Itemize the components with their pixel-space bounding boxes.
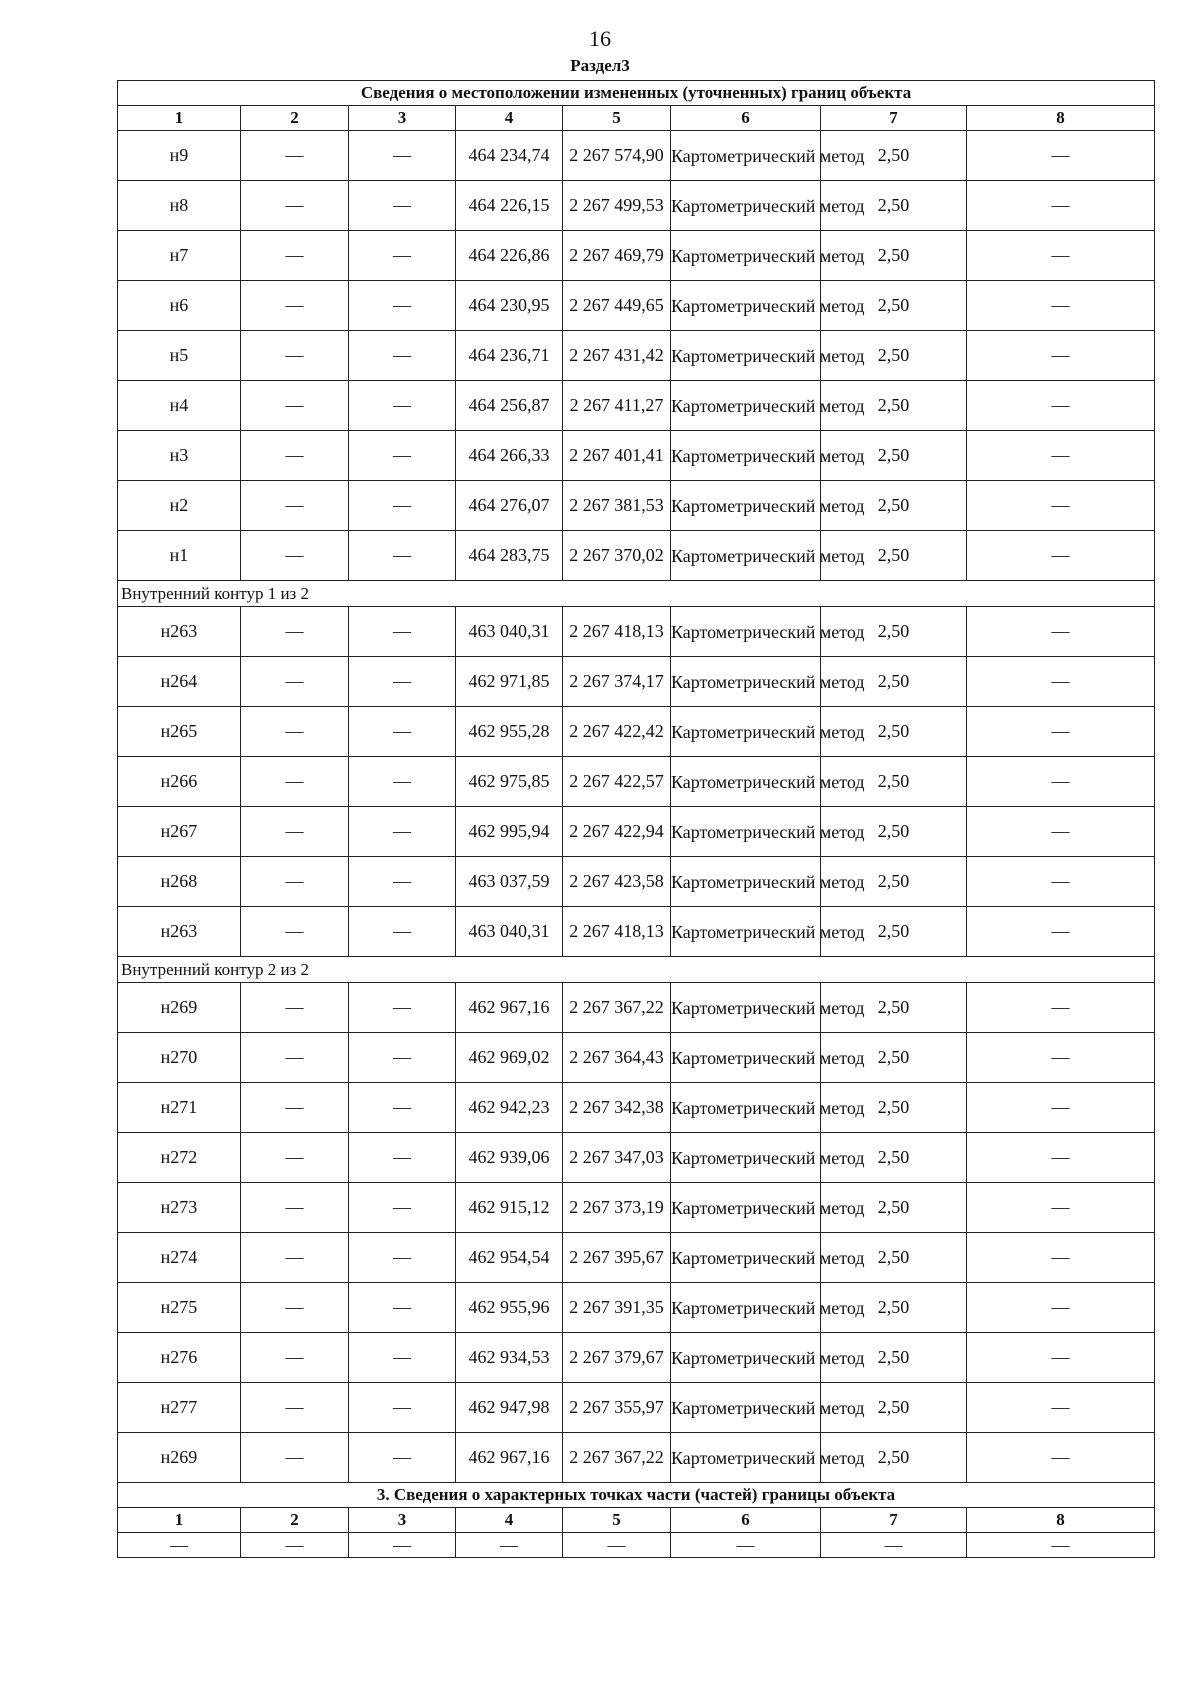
point-name: н275 [118,1283,241,1333]
coord-x: 463 037,59 [456,857,563,907]
accuracy-cell: 2,50 [821,607,967,657]
method-cell: Картометрический метод [671,757,821,807]
coord-x: 462 995,94 [456,807,563,857]
coord-y: 2 267 391,35 [563,1283,671,1333]
column-header: 6 [671,1508,821,1533]
table-row [118,1233,1155,1283]
coord-y: 2 267 574,90 [563,131,671,181]
point-name: н276 [118,1333,241,1383]
table-row [118,757,1155,807]
table-row [118,1383,1155,1433]
accuracy-cell: 2,50 [821,431,967,481]
table-row [118,431,1155,481]
table-row [118,231,1155,281]
method-cell: Картометрический метод [671,607,821,657]
coord-x: 464 226,86 [456,231,563,281]
cell-col3: — [349,657,456,707]
cell-col2: — [241,231,349,281]
cell-col2: — [241,807,349,857]
accuracy-cell: 2,50 [821,481,967,531]
method-cell: Картометрический метод [671,707,821,757]
coord-y: 2 267 422,94 [563,807,671,857]
point-name: н269 [118,1433,241,1483]
accuracy-cell: 2,50 [821,983,967,1033]
cell-col3: — [349,1233,456,1283]
cell-col2: — [241,657,349,707]
point-name: н4 [118,381,241,431]
cell-col2: — [241,907,349,957]
cell-col2: — [241,481,349,531]
cell-col2: — [241,857,349,907]
coord-y: 2 267 411,27 [563,381,671,431]
empty-cell: — [967,1533,1155,1558]
part-section-title-row [118,1483,1155,1508]
point-name: н268 [118,857,241,907]
method-cell: Картометрический метод [671,1183,821,1233]
empty-cell: — [821,1533,967,1558]
table-row [118,381,1155,431]
cell-col3: — [349,707,456,757]
cell-col2: — [241,531,349,581]
coord-y: 2 267 431,42 [563,331,671,381]
cell-col2: — [241,1383,349,1433]
table-title-row [118,81,1155,106]
cell-col3: — [349,1083,456,1133]
cell-col3: — [349,131,456,181]
cell-col8: — [967,481,1155,531]
coord-x: 463 040,31 [456,607,563,657]
table-row [118,531,1155,581]
point-name: н8 [118,181,241,231]
table-row [118,1283,1155,1333]
coord-x: 462 939,06 [456,1133,563,1183]
accuracy-cell: 2,50 [821,281,967,331]
coord-y: 2 267 370,02 [563,531,671,581]
point-name: н267 [118,807,241,857]
empty-cell: — [118,1533,241,1558]
cell-col3: — [349,181,456,231]
cell-col8: — [967,331,1155,381]
coord-y: 2 267 374,17 [563,657,671,707]
cell-col8: — [967,707,1155,757]
cell-col8: — [967,131,1155,181]
coord-y: 2 267 422,42 [563,707,671,757]
cell-col3: — [349,907,456,957]
cell-col8: — [967,983,1155,1033]
contour-header: Внутренний контур 1 из 2 [118,581,1155,607]
cell-col8: — [967,1283,1155,1333]
accuracy-cell: 2,50 [821,231,967,281]
cell-col3: — [349,983,456,1033]
cell-col2: — [241,1083,349,1133]
method-cell: Картометрический метод [671,1033,821,1083]
cell-col8: — [967,181,1155,231]
method-cell: Картометрический метод [671,1083,821,1133]
cell-col2: — [241,1433,349,1483]
empty-cell: — [671,1533,821,1558]
cell-col2: — [241,1133,349,1183]
cell-col8: — [967,607,1155,657]
method-cell: Картометрический метод [671,181,821,231]
cell-col8: — [967,1133,1155,1183]
cell-col2: — [241,281,349,331]
cell-col3: — [349,431,456,481]
coord-x: 462 969,02 [456,1033,563,1083]
accuracy-cell: 2,50 [821,331,967,381]
cell-col3: — [349,531,456,581]
cell-col2: — [241,131,349,181]
coord-x: 462 942,23 [456,1083,563,1133]
cell-col8: — [967,381,1155,431]
coord-y: 2 267 422,57 [563,757,671,807]
point-name: н263 [118,607,241,657]
coord-x: 464 230,95 [456,281,563,331]
method-cell: Картометрический метод [671,983,821,1033]
column-header: 3 [349,106,456,131]
coord-x: 462 971,85 [456,657,563,707]
coord-x: 464 283,75 [456,531,563,581]
column-header: 2 [241,1508,349,1533]
method-cell: Картометрический метод [671,481,821,531]
coord-y: 2 267 342,38 [563,1083,671,1133]
point-name: н5 [118,331,241,381]
coord-y: 2 267 401,41 [563,431,671,481]
point-name: н265 [118,707,241,757]
table-row [118,331,1155,381]
column-header: 5 [563,1508,671,1533]
point-name: н263 [118,907,241,957]
page-number: 16 [589,26,611,51]
accuracy-cell: 2,50 [821,381,967,431]
point-name: н266 [118,757,241,807]
point-name: н3 [118,431,241,481]
coord-x: 462 954,54 [456,1233,563,1283]
coord-y: 2 267 381,53 [563,481,671,531]
cell-col2: — [241,331,349,381]
coord-x: 462 947,98 [456,1383,563,1433]
cell-col3: — [349,757,456,807]
point-name: н270 [118,1033,241,1083]
point-name: н264 [118,657,241,707]
cell-col3: — [349,1283,456,1333]
cell-col8: — [967,1233,1155,1283]
coord-y: 2 267 379,67 [563,1333,671,1383]
cell-col2: — [241,181,349,231]
table-row [118,1083,1155,1133]
coord-y: 2 267 423,58 [563,857,671,907]
coord-y: 2 267 364,43 [563,1033,671,1083]
cell-col8: — [967,1183,1155,1233]
method-cell: Картометрический метод [671,657,821,707]
coord-y: 2 267 355,97 [563,1383,671,1433]
column-header: 7 [821,1508,967,1533]
point-name: н274 [118,1233,241,1283]
table-row [118,181,1155,231]
coord-x: 464 234,74 [456,131,563,181]
cell-col8: — [967,431,1155,481]
column-header: 5 [563,106,671,131]
accuracy-cell: 2,50 [821,531,967,581]
accuracy-cell: 2,50 [821,757,967,807]
cell-col2: — [241,1183,349,1233]
cell-col2: — [241,431,349,481]
cell-col8: — [967,907,1155,957]
coord-x: 462 955,96 [456,1283,563,1333]
cell-col3: — [349,331,456,381]
table-row [118,1033,1155,1083]
table-row [118,607,1155,657]
cell-col3: — [349,1333,456,1383]
coord-x: 464 256,87 [456,381,563,431]
coord-x: 462 967,16 [456,1433,563,1483]
table-row [118,707,1155,757]
point-name: н269 [118,983,241,1033]
part-section-title: 3. Сведения о характерных точках части (частей) границы объекта [118,1483,1155,1508]
accuracy-cell: 2,50 [821,1383,967,1433]
point-name: н6 [118,281,241,331]
contour-header: Внутренний контур 2 из 2 [118,957,1155,983]
method-cell: Картометрический метод [671,381,821,431]
cell-col8: — [967,231,1155,281]
contour-header-row [118,957,1155,983]
cell-col3: — [349,857,456,907]
table-title: Сведения о местоположении измененных (уточненных) границ объекта [118,81,1155,106]
method-cell: Картометрический метод [671,281,821,331]
method-cell: Картометрический метод [671,1133,821,1183]
method-cell: Картометрический метод [671,331,821,381]
method-cell: Картометрический метод [671,1283,821,1333]
coord-y: 2 267 449,65 [563,281,671,331]
accuracy-cell: 2,50 [821,131,967,181]
column-header: 7 [821,106,967,131]
point-name: н1 [118,531,241,581]
table-row [118,857,1155,907]
table-row [118,983,1155,1033]
point-name: н2 [118,481,241,531]
method-cell: Картометрический метод [671,1433,821,1483]
cell-col3: — [349,807,456,857]
accuracy-cell: 2,50 [821,807,967,857]
table-row [118,281,1155,331]
method-cell: Картометрический метод [671,431,821,481]
method-cell: Картометрический метод [671,1233,821,1283]
coord-x: 462 967,16 [456,983,563,1033]
cell-col3: — [349,1433,456,1483]
point-name: н7 [118,231,241,281]
coord-x: 464 236,71 [456,331,563,381]
accuracy-cell: 2,50 [821,1033,967,1083]
column-header: 3 [349,1508,456,1533]
table-row [118,131,1155,181]
accuracy-cell: 2,50 [821,1233,967,1283]
column-header: 1 [118,1508,241,1533]
accuracy-cell: 2,50 [821,1433,967,1483]
table-row [118,481,1155,531]
accuracy-cell: 2,50 [821,1083,967,1133]
coord-y: 2 267 347,03 [563,1133,671,1183]
cell-col8: — [967,857,1155,907]
coord-x: 464 276,07 [456,481,563,531]
empty-cell: — [349,1533,456,1558]
column-header: 8 [967,106,1155,131]
cell-col8: — [967,807,1155,857]
coord-x: 464 266,33 [456,431,563,481]
cell-col2: — [241,757,349,807]
method-cell: Картометрический метод [671,1333,821,1383]
cell-col3: — [349,1183,456,1233]
cell-col3: — [349,231,456,281]
cell-col8: — [967,1383,1155,1433]
coord-y: 2 267 418,13 [563,607,671,657]
coord-y: 2 267 395,67 [563,1233,671,1283]
method-cell: Картометрический метод [671,857,821,907]
part-section-header-row [118,1508,1155,1533]
cell-col3: — [349,1033,456,1083]
cell-col3: — [349,481,456,531]
table-row [118,1183,1155,1233]
contour-header-row [118,581,1155,607]
cell-col8: — [967,757,1155,807]
table-row [118,1433,1155,1483]
accuracy-cell: 2,50 [821,707,967,757]
method-cell: Картометрический метод [671,131,821,181]
column-header: 4 [456,106,563,131]
column-header: 4 [456,1508,563,1533]
empty-cell: — [241,1533,349,1558]
cell-col8: — [967,1433,1155,1483]
coord-y: 2 267 469,79 [563,231,671,281]
cell-col8: — [967,281,1155,331]
column-header-row [118,106,1155,131]
coord-y: 2 267 367,22 [563,1433,671,1483]
cell-col2: — [241,1333,349,1383]
cell-col3: — [349,381,456,431]
method-cell: Картометрический метод [671,807,821,857]
point-name: н9 [118,131,241,181]
coord-x: 462 915,12 [456,1183,563,1233]
coord-x: 462 934,53 [456,1333,563,1383]
cell-col3: — [349,607,456,657]
cell-col2: — [241,1283,349,1333]
cell-col2: — [241,983,349,1033]
cell-col3: — [349,1383,456,1433]
table-row [118,1333,1155,1383]
coord-y: 2 267 373,19 [563,1183,671,1233]
cell-col3: — [349,281,456,331]
coord-x: 462 955,28 [456,707,563,757]
cell-col2: — [241,381,349,431]
accuracy-cell: 2,50 [821,857,967,907]
column-header: 2 [241,106,349,131]
coord-y: 2 267 418,13 [563,907,671,957]
empty-cell: — [456,1533,563,1558]
cell-col2: — [241,607,349,657]
method-cell: Картометрический метод [671,907,821,957]
point-name: н277 [118,1383,241,1433]
column-header: 8 [967,1508,1155,1533]
cell-col3: — [349,1133,456,1183]
accuracy-cell: 2,50 [821,181,967,231]
point-name: н271 [118,1083,241,1133]
accuracy-cell: 2,50 [821,1133,967,1183]
accuracy-cell: 2,50 [821,1333,967,1383]
cell-col8: — [967,531,1155,581]
point-name: н272 [118,1133,241,1183]
method-cell: Картометрический метод [671,531,821,581]
cell-col8: — [967,1033,1155,1083]
column-header: 6 [671,106,821,131]
point-name: н273 [118,1183,241,1233]
cell-col2: — [241,707,349,757]
accuracy-cell: 2,50 [821,1283,967,1333]
cell-col2: — [241,1233,349,1283]
part-section-empty-row [118,1533,1155,1558]
coord-y: 2 267 367,22 [563,983,671,1033]
coord-x: 462 975,85 [456,757,563,807]
table-row [118,907,1155,957]
accuracy-cell: 2,50 [821,1183,967,1233]
coord-x: 464 226,15 [456,181,563,231]
method-cell: Картометрический метод [671,231,821,281]
cell-col8: — [967,657,1155,707]
table-row [118,807,1155,857]
boundary-coordinates-table [117,80,1155,1558]
coord-x: 463 040,31 [456,907,563,957]
table-row [118,657,1155,707]
section-label: Раздел3 [570,56,630,75]
cell-col8: — [967,1083,1155,1133]
cell-col8: — [967,1333,1155,1383]
empty-cell: — [563,1533,671,1558]
table-row [118,1133,1155,1183]
accuracy-cell: 2,50 [821,907,967,957]
cell-col2: — [241,1033,349,1083]
accuracy-cell: 2,50 [821,657,967,707]
method-cell: Картометрический метод [671,1383,821,1433]
coord-y: 2 267 499,53 [563,181,671,231]
column-header: 1 [118,106,241,131]
